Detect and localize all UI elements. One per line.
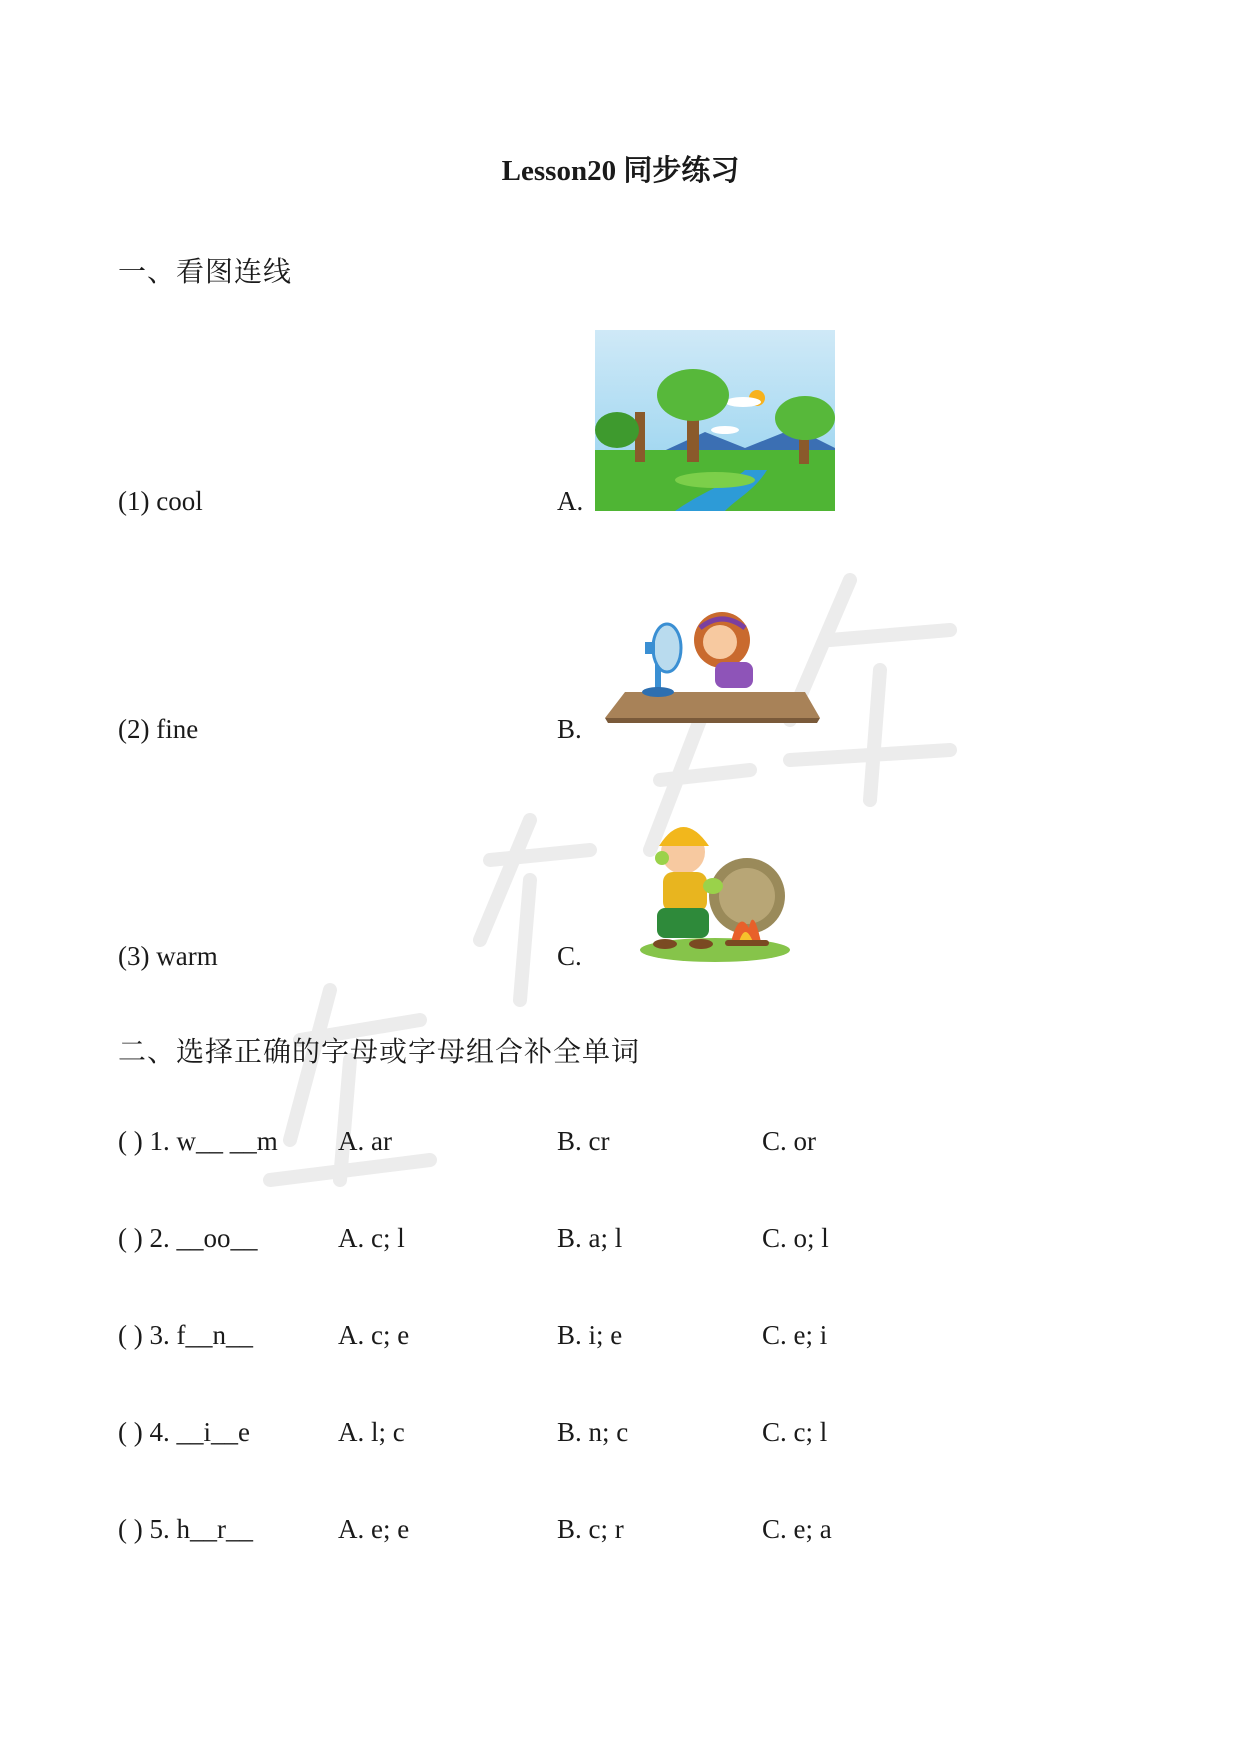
- page-title: Lesson20 同步练习: [501, 155, 740, 187]
- match-item-3-letter: C.: [557, 941, 582, 971]
- question-2: ( ) 2. __oo__: [118, 1223, 258, 1253]
- section-2-heading: 二、选择正确的字母或字母组合补全单词: [118, 1035, 641, 1068]
- question-1-option-c: C. or: [762, 1126, 816, 1156]
- question-3-option-a: A. c; e: [338, 1320, 410, 1350]
- landscape-picture: [595, 330, 835, 511]
- boy-by-fire-picture: [635, 810, 795, 965]
- question-4-option-a: A. l; c: [338, 1417, 405, 1447]
- question-2-option-b: B. a; l: [557, 1223, 623, 1253]
- question-5-option-b: B. c; r: [557, 1514, 624, 1544]
- question-1-option-a: A. ar: [338, 1126, 392, 1156]
- question-5-option-c: C. e; a: [762, 1514, 832, 1544]
- question-3-option-b: B. i; e: [557, 1320, 623, 1350]
- question-4-option-c: C. c; l: [762, 1417, 828, 1447]
- question-2-option-c: C. o; l: [762, 1223, 829, 1253]
- question-4: ( ) 4. __i__e: [118, 1417, 250, 1447]
- match-item-1-letter: A.: [557, 486, 584, 516]
- section-1-heading: 一、看图连线: [118, 255, 293, 288]
- match-item-1-word: (1) cool: [118, 486, 203, 516]
- question-1: ( ) 1. w__ __m: [118, 1126, 278, 1156]
- question-2-option-a: A. c; l: [338, 1223, 405, 1253]
- match-item-3-word: (3) warm: [118, 941, 218, 971]
- question-3-option-c: C. e; i: [762, 1320, 828, 1350]
- match-item-2-word: (2) fine: [118, 714, 199, 744]
- match-item-2-letter: B.: [557, 714, 582, 744]
- question-1-option-b: B. cr: [557, 1126, 610, 1156]
- question-3: ( ) 3. f__n__: [118, 1320, 253, 1350]
- girl-with-fan-picture: [605, 600, 820, 723]
- question-5: ( ) 5. h__r__: [118, 1514, 253, 1544]
- question-4-option-b: B. n; c: [557, 1417, 629, 1447]
- question-5-option-a: A. e; e: [338, 1514, 410, 1544]
